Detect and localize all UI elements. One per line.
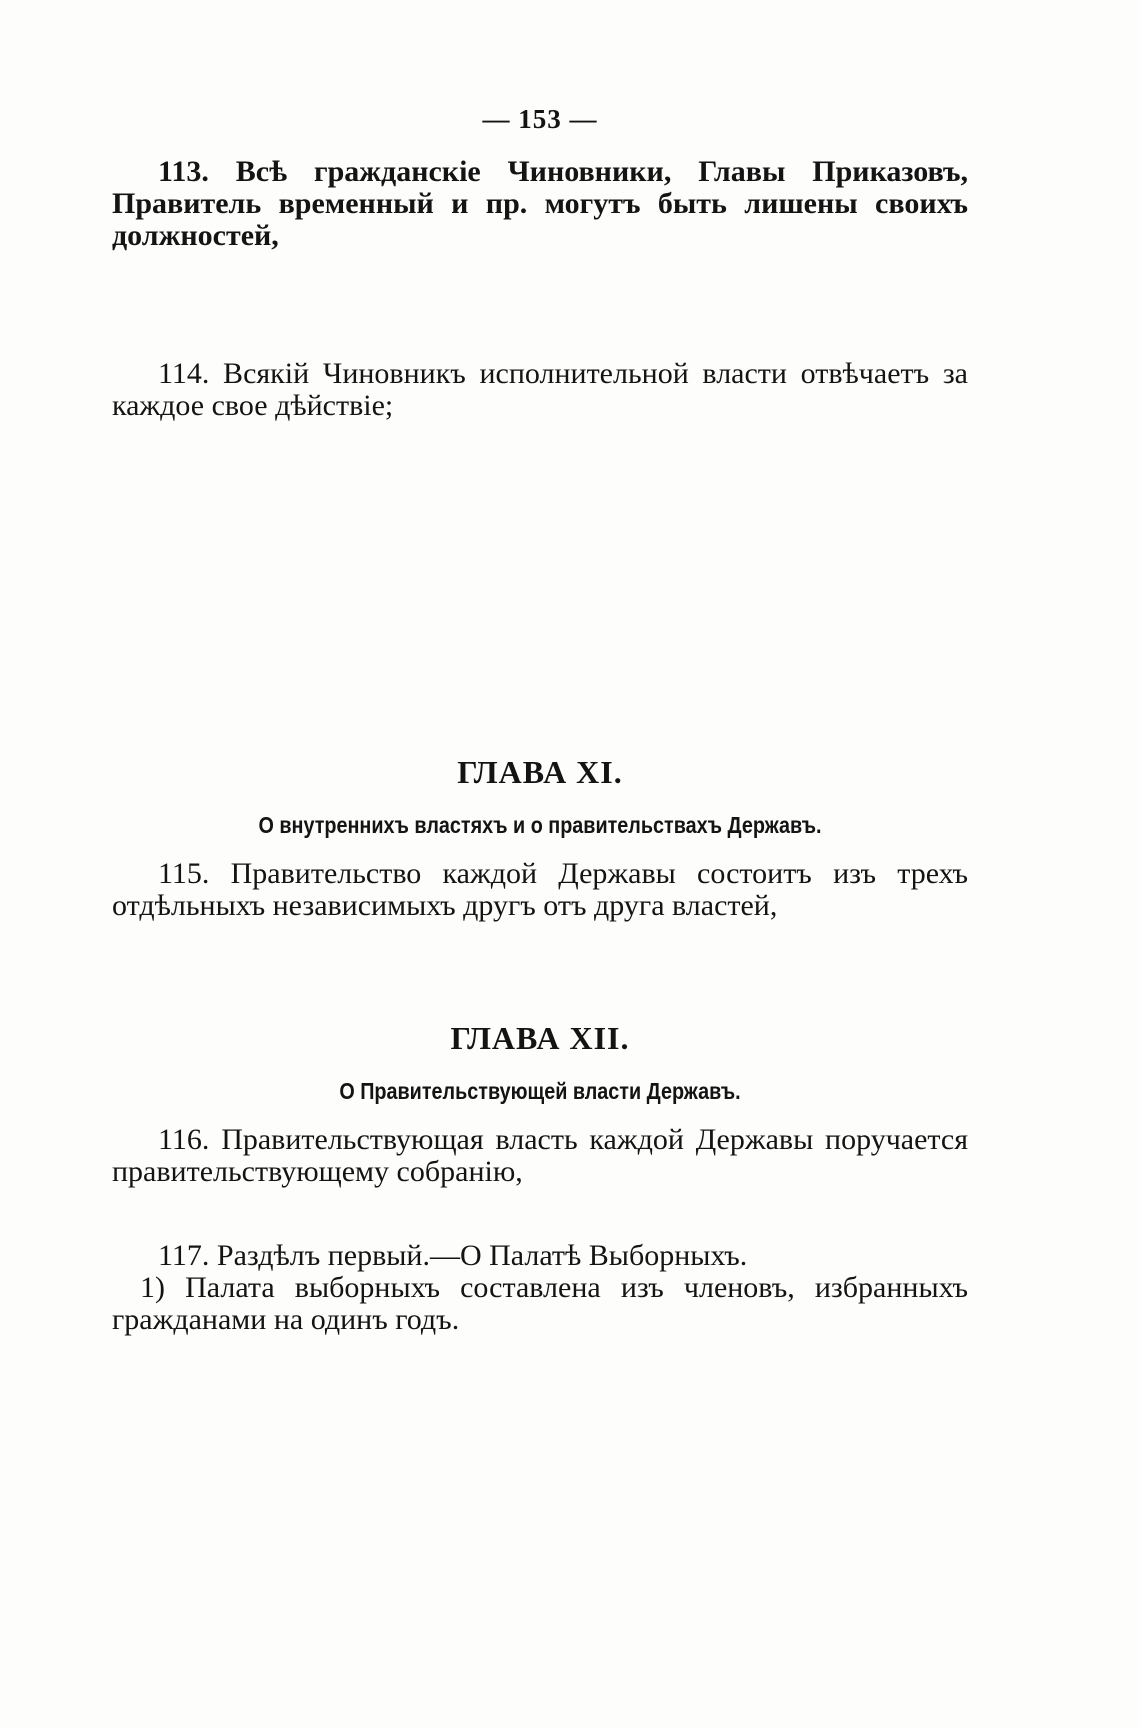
article-113: 113. Всѣ гражданскіе Чиновники, Главы Приказовъ, Правитель временный и пр. могутъ быть лишены своихъ должностей,: [112, 155, 968, 252]
article-117-item-1: 1) Палата выборныхъ составлена изъ членовъ, избранныхъ гражданами на одинъ годъ.: [112, 1271, 968, 1336]
chapter-subtitle-xi: О внутреннихъ властяхъ и о правительствахъ Державъ.: [258, 812, 822, 838]
page-number: — 153 —: [482, 104, 598, 134]
chapter-title-xi: ГЛАВА XI.: [457, 754, 623, 790]
article-114: 114. Всякій Чиновникъ исполнительной власти отвѣчаетъ за каждое свое дѣйствіе;: [112, 357, 968, 422]
chapter-subtitle-xii: О Правительствующей власти Державъ.: [339, 1078, 741, 1104]
article-116: 116. Правительствующая власть каждой Державы поручается правительствующему собранію,: [112, 1123, 968, 1188]
article-117: 117. Раздѣлъ первый.—О Палатѣ Выборныхъ.: [158, 1239, 748, 1272]
chapter-title-xii: ГЛАВА XII.: [450, 1020, 630, 1056]
article-115: 115. Правительство каждой Державы состоитъ изъ трехъ отдѣльныхъ независимыхъ другъ отъ друга властей,: [112, 857, 968, 922]
